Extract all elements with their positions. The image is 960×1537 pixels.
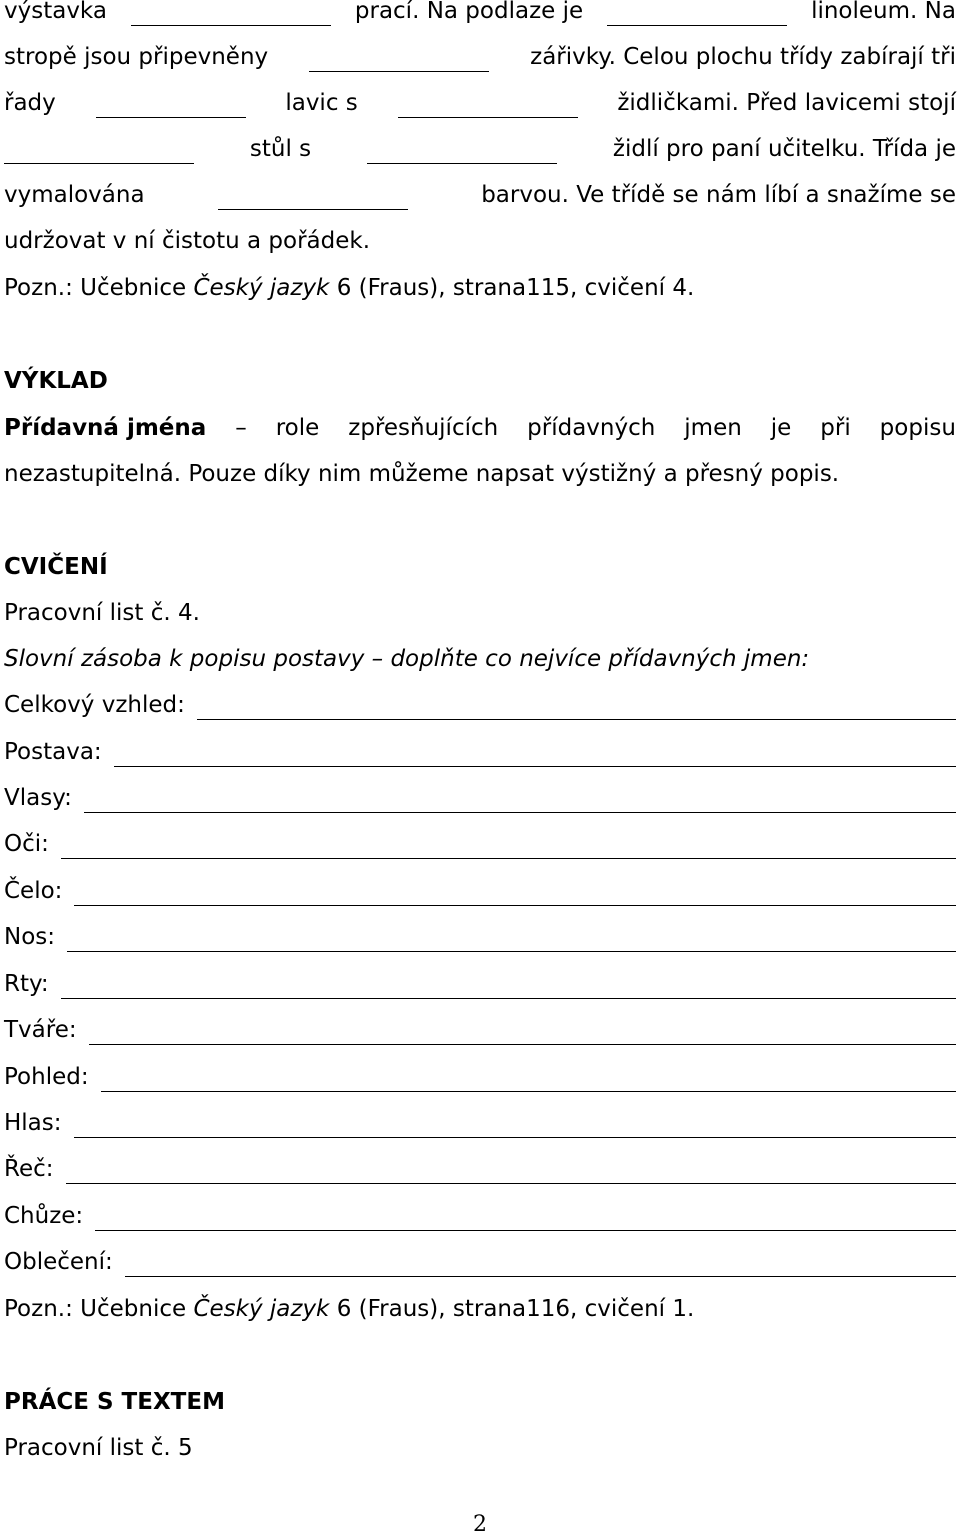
text-fragment: lavic s: [285, 90, 358, 116]
source-note: Pozn.: Učebnice Český jazyk 6 (Fraus), strana116, cvičení 1.: [4, 1296, 695, 1322]
field-row: [4, 690, 956, 720]
text-fragment: linoleum. Na: [811, 0, 956, 24]
answer-line[interactable]: [89, 1022, 956, 1045]
field-label: Tváře:: [4, 1017, 77, 1043]
answer-line[interactable]: [197, 697, 956, 720]
fill-blank[interactable]: [131, 3, 331, 26]
text-line: [4, 88, 956, 118]
field-row: [4, 1154, 956, 1184]
worksheet-label: Pracovní list č. 4.: [4, 600, 200, 626]
text-line: [4, 180, 956, 210]
text-fragment: stropě jsou připevněny: [4, 44, 269, 70]
field-label: Oči:: [4, 831, 49, 857]
field-label: Pohled:: [4, 1064, 89, 1090]
field-label: Chůze:: [4, 1203, 84, 1229]
field-label: Celkový vzhled:: [4, 692, 185, 718]
field-label: Rty:: [4, 971, 49, 997]
field-row: [4, 829, 956, 859]
field-label: Čelo:: [4, 878, 63, 904]
text-fragment: výstavka: [4, 0, 107, 24]
fill-blank[interactable]: [96, 95, 246, 118]
text-line: nezastupitelná. Pouze díky nim můžeme napsat výstižný a přesný popis.: [4, 461, 840, 487]
text-fragment: židličkami. Před lavicemi stojí: [617, 90, 956, 116]
field-row: [4, 737, 956, 767]
answer-line[interactable]: [61, 836, 956, 859]
text-fragment: vymalována: [4, 182, 145, 208]
answer-line[interactable]: [101, 1069, 956, 1092]
fill-blank[interactable]: [309, 49, 489, 72]
answer-line[interactable]: [95, 1208, 956, 1231]
answer-line[interactable]: [66, 1161, 957, 1184]
text-line: udržovat v ní čistotu a pořádek.: [4, 228, 371, 254]
text-fragment: prací. Na podlaze je: [354, 0, 584, 24]
text-fragment: řady: [4, 90, 56, 116]
section-heading-cviceni: CVIČENÍ: [4, 554, 108, 580]
fill-blank[interactable]: [218, 187, 408, 210]
text-line: [4, 42, 956, 72]
text-fragment: stůl s: [249, 136, 312, 162]
answer-line[interactable]: [74, 1115, 956, 1138]
source-note: Pozn.: Učebnice Český jazyk 6 (Fraus), strana115, cvičení 4.: [4, 275, 695, 301]
field-row: [4, 969, 956, 999]
answer-line[interactable]: [114, 744, 956, 767]
field-row: [4, 783, 956, 813]
answer-line[interactable]: [67, 929, 956, 952]
fill-blank[interactable]: [607, 3, 787, 26]
text-fragment: zářivky. Celou plochu třídy zabírají tři: [530, 44, 956, 70]
section-heading-prace: PRÁCE S TEXTEM: [4, 1389, 225, 1415]
section-heading-vyklad: VÝKLAD: [4, 368, 108, 394]
answer-line[interactable]: [74, 883, 956, 906]
fill-blank[interactable]: [4, 141, 194, 164]
field-row: [4, 876, 956, 906]
worksheet-label: Pracovní list č. 5: [4, 1435, 193, 1461]
field-label: Nos:: [4, 924, 56, 950]
answer-line[interactable]: [61, 976, 956, 999]
answer-line[interactable]: [84, 790, 956, 813]
field-row: [4, 1062, 956, 1092]
term: Přídavná jména: [4, 415, 207, 441]
field-row: [4, 1201, 956, 1231]
field-label: Hlas:: [4, 1110, 62, 1136]
text-line: [4, 0, 956, 26]
page-number: 2: [473, 1512, 487, 1537]
field-row: [4, 922, 956, 952]
answer-line[interactable]: [125, 1254, 956, 1277]
text-fragment: barvou. Ve třídě se nám líbí a snažíme se: [481, 182, 956, 208]
field-row: [4, 1108, 956, 1138]
field-row: [4, 1247, 956, 1277]
text-fragment: židlí pro paní učitelku. Třída je: [612, 136, 956, 162]
fill-blank[interactable]: [367, 141, 557, 164]
field-label: Postava:: [4, 739, 102, 765]
field-label: Oblečení:: [4, 1249, 113, 1275]
field-label: Řeč:: [4, 1156, 54, 1182]
field-label: Vlasy:: [4, 785, 72, 811]
field-row: [4, 1015, 956, 1045]
instruction: Slovní zásoba k popisu postavy – doplňte co nejvíce přídavných jmen:: [4, 646, 810, 672]
text-line: Přídavná jména – role zpřesňujících přídavných jmen je při popisu: [4, 415, 956, 441]
text-line: [4, 134, 956, 164]
fill-blank[interactable]: [398, 95, 578, 118]
